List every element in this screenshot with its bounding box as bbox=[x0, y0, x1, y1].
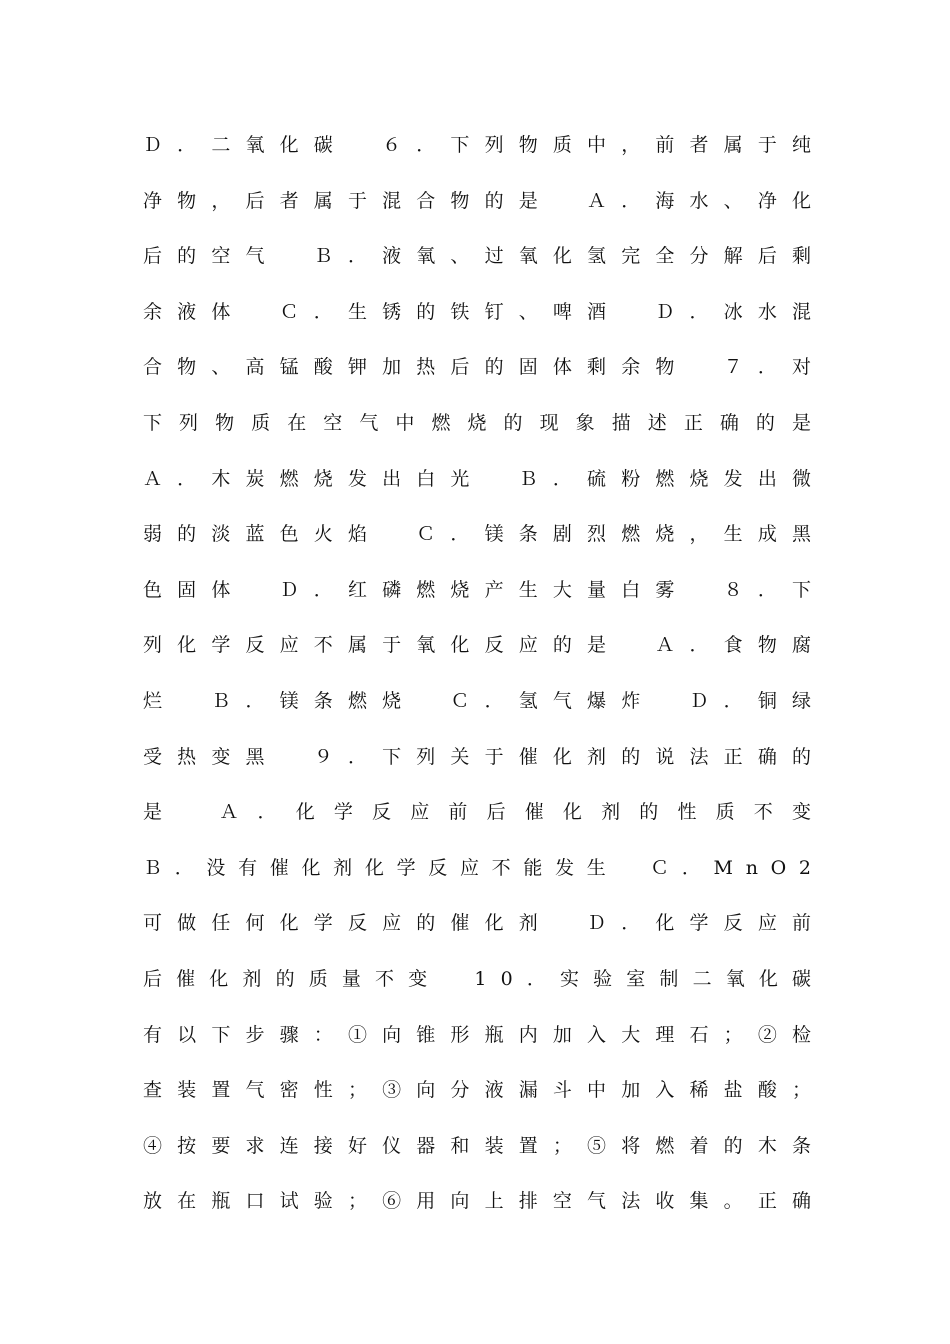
text-line bbox=[143, 1071, 827, 1127]
text-line-content: 弱的淡蓝色火焰 Ｃ．镁条剧烈燃烧，生成黑 bbox=[143, 523, 827, 546]
text-line-content: 有以下步骤：①向锥形瓶内加入大理石；②检 bbox=[143, 1023, 827, 1046]
text-line bbox=[143, 182, 827, 238]
text-line bbox=[143, 904, 827, 960]
text-line bbox=[143, 348, 827, 404]
text-line bbox=[143, 1016, 827, 1072]
text-line bbox=[143, 1182, 827, 1238]
text-line-content: 烂 Ｂ．镁条燃烧 Ｃ．氢气爆炸 Ｄ．铜绿 bbox=[143, 689, 827, 712]
text-line-content: Ｄ．二氧化碳 ６．下列物质中，前者属于纯 bbox=[143, 134, 827, 156]
text-line bbox=[143, 682, 827, 738]
text-line bbox=[143, 404, 829, 460]
text-line bbox=[143, 237, 827, 293]
text-line bbox=[143, 626, 827, 682]
text-line-content: 合物、高锰酸钾加热后的固体剩余物 ７．对 bbox=[143, 356, 827, 379]
document-body bbox=[143, 126, 831, 1238]
text-line-content: 是 Ａ．化学反应前后催化剂的性质不变 bbox=[143, 801, 831, 824]
text-line-content: Ａ．木炭燃烧发出白光 Ｂ．硫粉燃烧发出微 bbox=[143, 467, 827, 490]
text-line-content: 放在瓶口试验；⑥用向上排空气法收集。正确 bbox=[143, 1190, 827, 1213]
text-line-content: 余液体 Ｃ．生锈的铁钉、啤酒 Ｄ．冰水混 bbox=[143, 300, 827, 323]
text-line-content: ④按要求连接好仪器和装置；⑤将燃着的木条 bbox=[143, 1134, 827, 1157]
text-line bbox=[143, 1127, 827, 1183]
text-line bbox=[143, 738, 827, 794]
text-line-content: 列化学反应不属于氧化反应的是 Ａ．食物腐 bbox=[143, 634, 827, 657]
text-line bbox=[143, 960, 826, 1016]
text-line-content: 后的空气 Ｂ．液氧、过氧化氢完全分解后剩 bbox=[143, 245, 827, 268]
text-line-content: 下列物质在空气中燃烧的现象描述正确的是 bbox=[143, 411, 829, 434]
text-line-content: 后催化剂的质量不变 10．实验室制二氧化碳 bbox=[143, 967, 826, 990]
text-line bbox=[143, 293, 827, 349]
text-line bbox=[143, 571, 827, 627]
text-line bbox=[143, 460, 827, 516]
text-line-content: 受热变黑 ９．下列关于催化剂的说法正确的 bbox=[143, 745, 827, 768]
text-line bbox=[143, 515, 827, 571]
text-line-content: 可做任何化学反应的催化剂 Ｄ．化学反应前 bbox=[143, 912, 827, 935]
text-line bbox=[143, 793, 831, 849]
text-line-content: Ｂ．没有催化剂化学反应不能发生 Ｃ．MnO2 bbox=[143, 856, 824, 879]
text-line-content: 查装置气密性；③向分液漏斗中加入稀盐酸； bbox=[143, 1079, 827, 1102]
text-line-content: 色固体 Ｄ．红磷燃烧产生大量白雾 ８．下 bbox=[143, 578, 827, 601]
text-line-content: 净物，后者属于混合物的是 Ａ．海水、净化 bbox=[143, 189, 827, 212]
text-line bbox=[143, 126, 827, 182]
text-line bbox=[143, 849, 824, 905]
